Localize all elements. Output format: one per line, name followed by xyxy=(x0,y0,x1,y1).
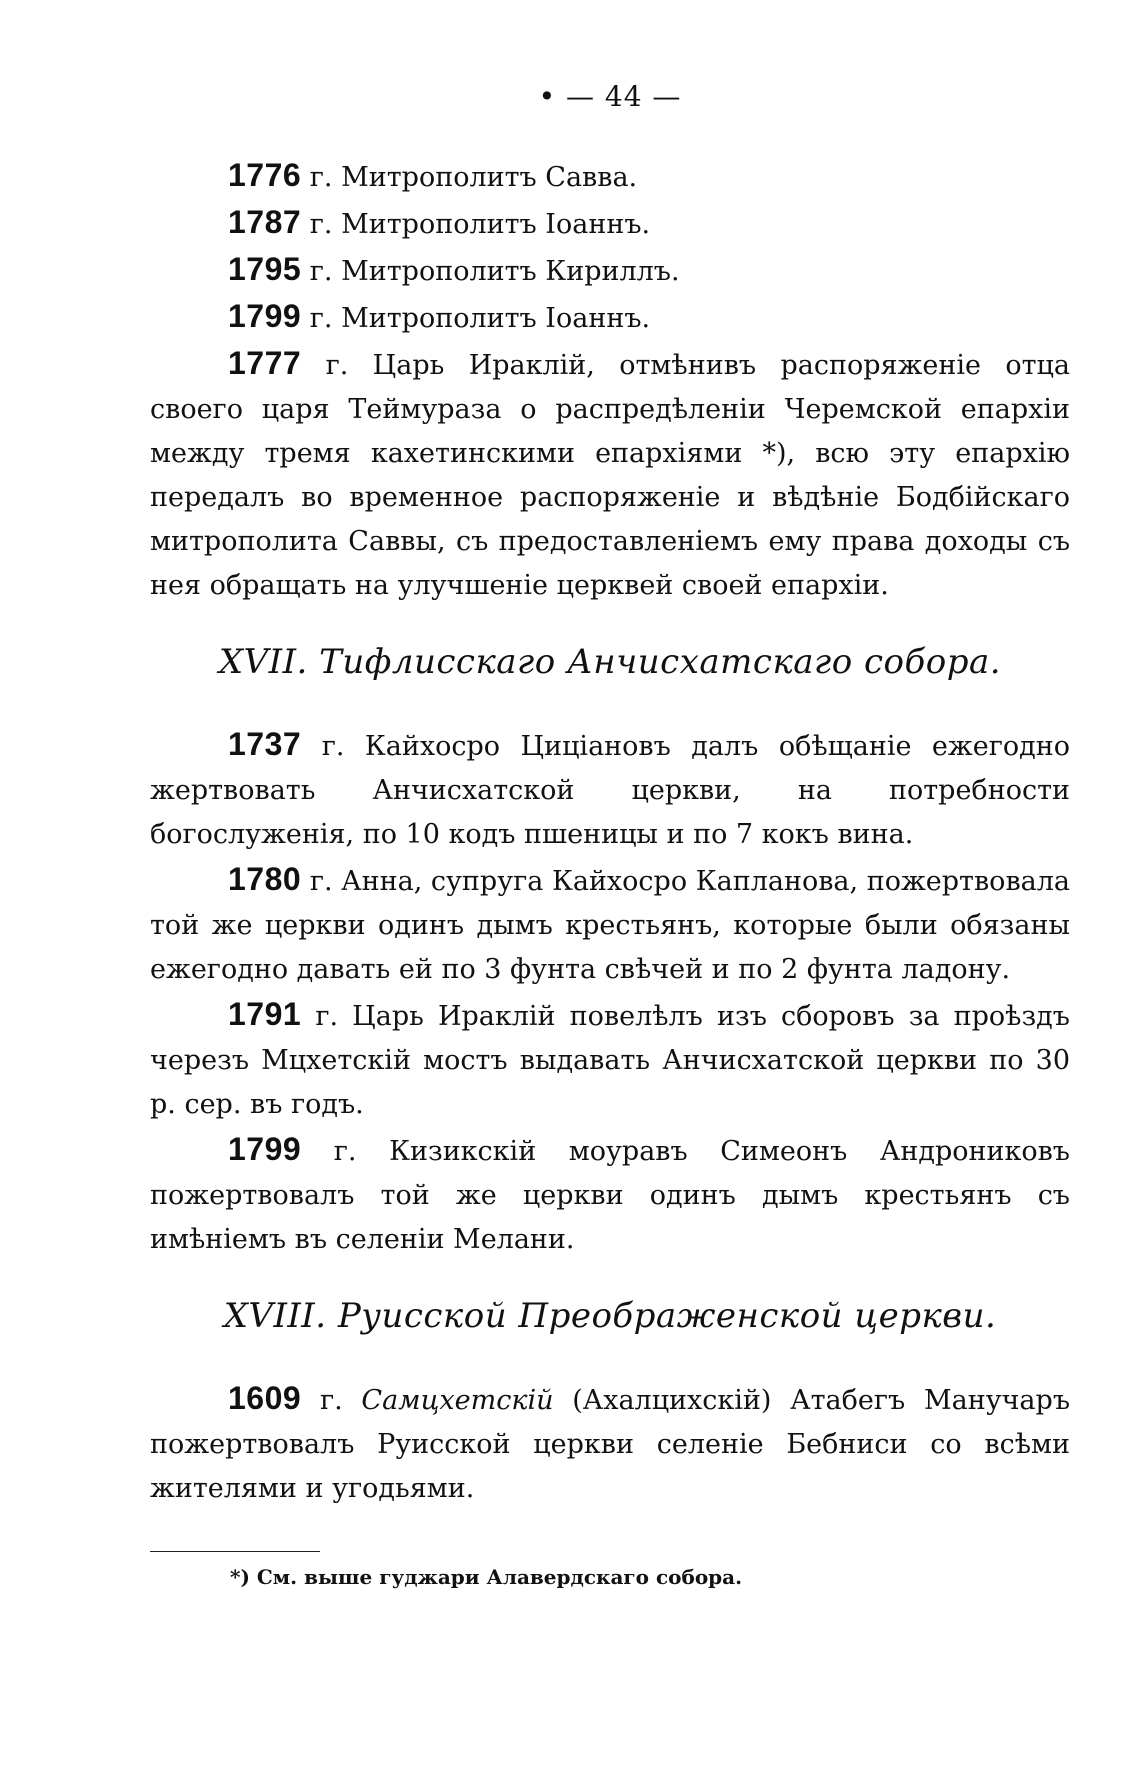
year: 1799 xyxy=(228,298,302,334)
year: 1791 xyxy=(228,996,302,1032)
entry-text: г. Митрополитъ Іоаннъ. xyxy=(309,209,651,240)
footnote-divider xyxy=(150,1551,320,1552)
paragraph-1777 xyxy=(150,341,1070,608)
section-heading-xvii: XVII. Тифлисскаго Анчисхатскаго собора. xyxy=(218,642,1002,682)
entry-text: г. Кайхосро Циціановъ далъ обѣщаніе ежегодно жертвовать Анчисхатской церкви, на потребности богослуженія, по 10 кодъ пшеницы и по 7 кокъ вина. xyxy=(150,731,1070,850)
year: 1787 xyxy=(228,204,302,240)
entry-text: г. Митрополитъ Кириллъ. xyxy=(309,256,680,287)
list-item xyxy=(150,294,1070,341)
entry-text: г. Кизикскій моуравъ Симеонъ Андрониковъ пожертвовалъ той же церкви одинъ дымъ крестьянъ съ имѣніемъ въ селеніи Мелани. xyxy=(150,1136,1070,1255)
page-number: • — 44 — xyxy=(538,80,682,113)
year: 1780 xyxy=(228,861,302,897)
footnote: *) См. выше гуджари Алавердскаго собора. xyxy=(230,1565,743,1589)
year: 1737 xyxy=(228,726,302,762)
section-heading-xviii: XVIII. Руисской Преображенской церкви. xyxy=(223,1296,997,1336)
entry-prefix: г. xyxy=(319,1385,343,1416)
metropolitans-list xyxy=(150,153,1070,341)
entry-text: г. Царь Ираклій повелѣлъ изъ сборовъ за проѣздъ черезъ Мцхетскій мостъ выдавать Анчисхатской церкви по 30 р. сер. въ годъ. xyxy=(150,1001,1070,1120)
year: 1795 xyxy=(228,251,302,287)
year: 1777 xyxy=(228,345,302,381)
paragraph-1780 xyxy=(150,857,1070,992)
page xyxy=(150,80,1070,1592)
list-item xyxy=(150,153,1070,200)
year: 1799 xyxy=(228,1131,302,1167)
year: 1609 xyxy=(228,1380,302,1416)
place-name-italic: Самцхетскій xyxy=(361,1385,554,1416)
entry-text: г. Анна, супруга Кайхосро Капланова, пожертвовала той же церкви одинъ дымъ крестьянъ, которые были обязаны ежегодно давать ей по 3 фунта свѣчей и по 2 фунта ладону. xyxy=(150,866,1070,985)
list-item xyxy=(150,200,1070,247)
entry-text: г. Царь Ираклій, отмѣнивъ распоряженіе отца своего царя Теймураза о распредѣленіи Черемской епархіи между тремя кахетинскими епархіями *), всю эту епархію передалъ во временное распоряженіе и вѣдѣніе Бодбійскаго митрополита Саввы, съ предоставленіемъ ему права доходы съ нея обращать на улучшеніе церквей своей епархіи. xyxy=(150,350,1070,601)
list-item xyxy=(150,247,1070,294)
entry-text: (Ахалцихскій) Атабегъ Манучаръ пожертвовалъ Руисской церкви селеніе Бебниси со всѣми жителями и угодьями. xyxy=(150,1385,1070,1504)
entry-text: г. Митрополитъ Савва. xyxy=(309,162,638,193)
paragraph-1609 xyxy=(150,1376,1070,1511)
paragraph-1799 xyxy=(150,1127,1070,1262)
entry-text: г. Митрополитъ Іоаннъ. xyxy=(309,303,651,334)
paragraph-1791 xyxy=(150,992,1070,1127)
year: 1776 xyxy=(228,157,302,193)
paragraph-1737 xyxy=(150,722,1070,857)
